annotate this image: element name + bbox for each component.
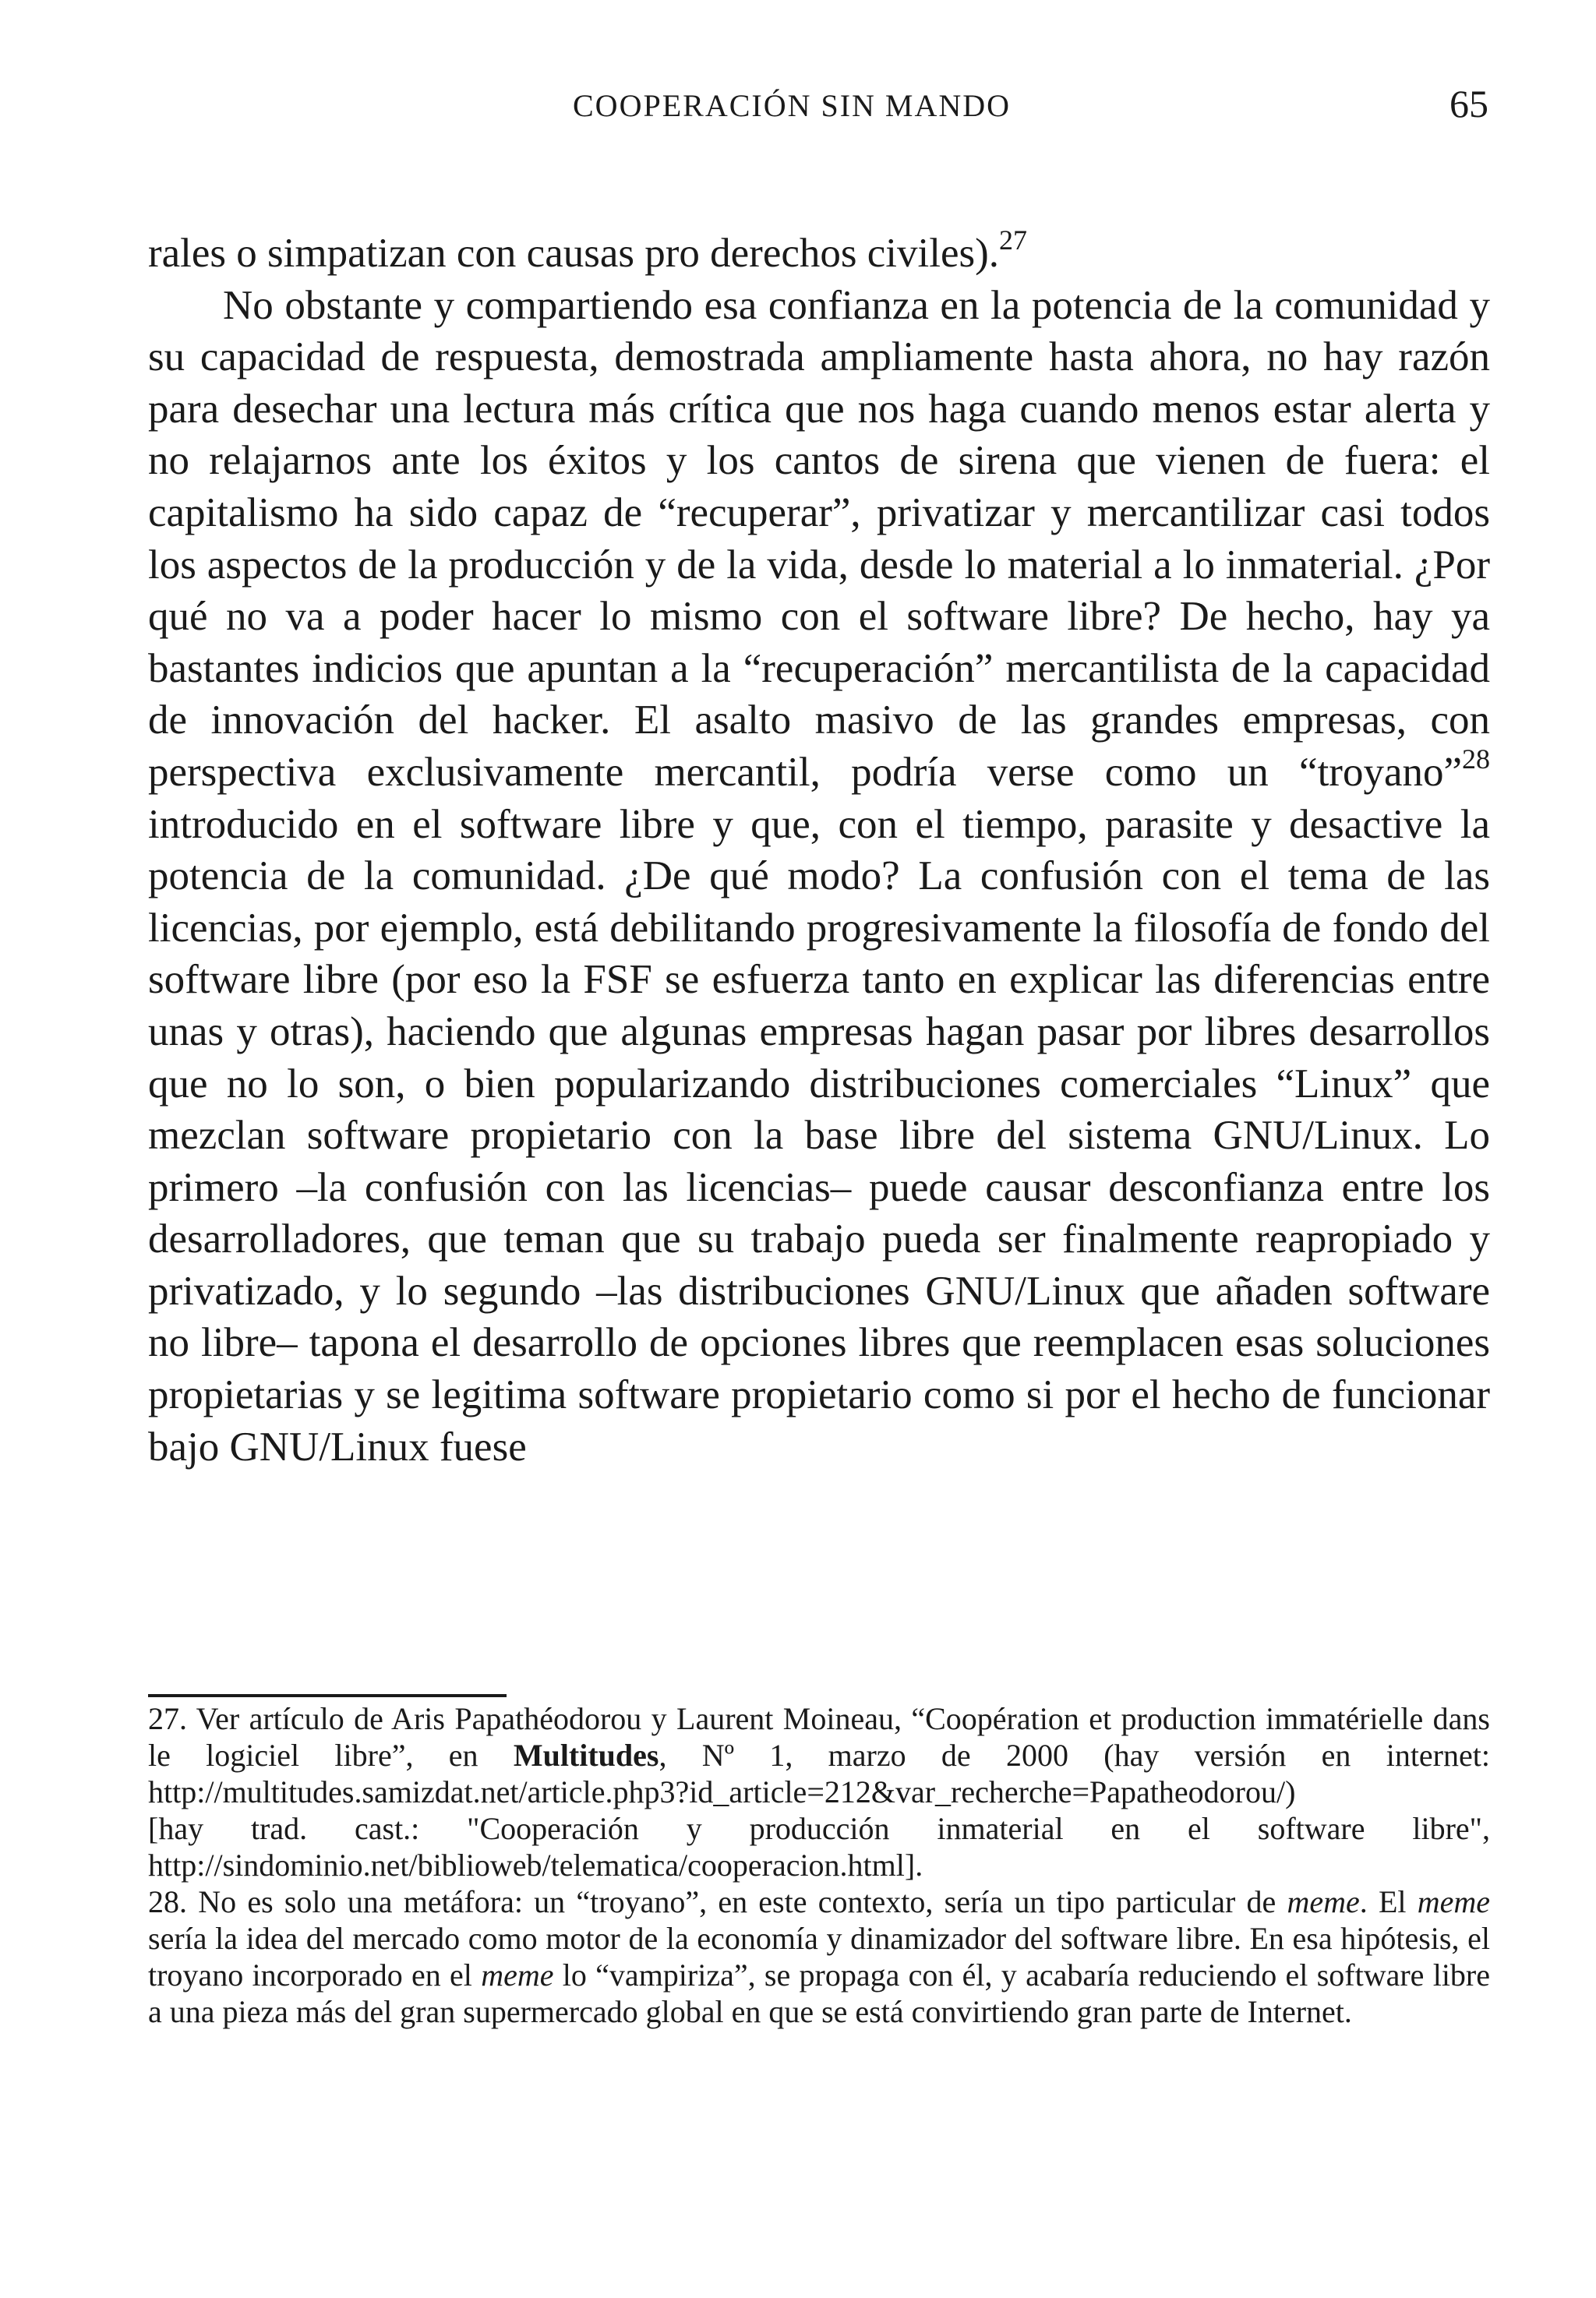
main-text [148, 224, 1490, 1473]
footnote-rule [148, 1694, 507, 1697]
footnote-27-text-a: 27. Ver artículo de Aris Papathéodorou y Laurent Moineau, “Coopération et production immatérielle dans le logiciel libre”, en [148, 1701, 1490, 1773]
footnote-28 [148, 1883, 1490, 2030]
footnote-28-text-d: lo “vampiriza”, se propaga con él, y acabaría reduciendo el software libre a una pieza más del gran supermercado global en que se está convirtiendo gran parte de Internet. [148, 1957, 1491, 2029]
paragraph-1-text: rales o simpatizan con causas pro derechos civiles). [148, 231, 999, 276]
page-number: 65 [1449, 82, 1488, 125]
footnote-28-meme-1: meme [1287, 1884, 1360, 1919]
footnote-27 [148, 1700, 1490, 1810]
running-title: COOPERACIÓN SIN MANDO [573, 88, 1012, 123]
paragraph-2 [148, 280, 1490, 1474]
footnote-28-text-c: sería la idea del mercado como motor de la economía y dinamizador del software libre. En esa hipótesis, el troyano incorporado en el [148, 1921, 1490, 1993]
footnote-28-meme-3: meme [481, 1957, 554, 1993]
running-head [0, 81, 1596, 128]
footnote-27-translation: [hay trad. cast.: "Cooperación y producción inmaterial en el software libre", http://sindominio.net/biblioweb/telematica/cooperacion.html]. [148, 1811, 1490, 1883]
paragraph-2-text-b: introducido en el software libre y que, con el tiempo, parasite y desactive la potencia de la comunidad. ¿De qué modo? La confusión con el tema de las licencias, por ejemplo, está debilitando progresivamente la filosofía de fondo del software libre (por eso la FSF se esfuerza tanto en explicar las diferencias entre unas y otras), haciendo que algunas empresas hagan pasar por libres desarrollos que no lo son, o bien popularizando distribuciones comerciales “Linux” que mezclan software propietario con la base libre del sistema GNU/Linux. Lo primero –la confusión con las licencias– puede causar desconfianza entre los desarrolladores, que teman que su trabajo pueda ser finalmente reapropiado y privatizado, y lo segundo –las distribuciones GNU/Linux que añaden software no libre– tapona el desarrollo de opciones libres que reemplacen esas soluciones propietarias y se legitima software propietario como si por el hecho de funcionar bajo GNU/Linux fuese [148, 801, 1490, 1470]
footnote-ref-27[interactable]: 27 [999, 224, 1027, 256]
footnote-28-text-a: 28. No es solo una metáfora: un “troyano”, en este contexto, sería un tipo particular de [148, 1884, 1287, 1919]
footnote-28-meme-2: meme [1417, 1884, 1491, 1919]
footnote-27-text-b: , Nº 1, marzo de 2000 (hay versión en internet: http://multitudes.samizdat.net/article.php3?id_article=212&var_recherche=Papatheodorou/) [148, 1738, 1490, 1809]
paragraph-continued [148, 224, 1490, 280]
footnote-28-text-b: . El [1359, 1884, 1418, 1919]
paragraph-2-text-a: No obstante y compartiendo esa confianza en la potencia de la comunidad y su capacidad de respuesta, demostrada ampliamente hasta ahora, no hay razón para desechar una lectura más crítica que nos haga cuando menos estar alerta y no relajarnos ante los éxitos y los cantos de sirena que vienen de fuera: el capitalismo ha sido capaz de “recuperar”, privatizar y mercantilizar casi todos los aspectos de la producción y de la vida, desde lo material a lo inmaterial. ¿Por qué no va a poder hacer lo mismo con el software libre? De hecho, hay ya bastantes indicios que apuntan a la “recuperación” mercantilista de la capacidad de innovación del hacker. El asalto masivo de las grandes empresas, con perspectiva exclusivamente mercantil, podría verse como un “troyano” [148, 282, 1490, 795]
footnotes [148, 1700, 1490, 2030]
footnote-27-journal: Multitudes [513, 1738, 659, 1773]
footnote-ref-28[interactable]: 28 [1462, 743, 1490, 775]
